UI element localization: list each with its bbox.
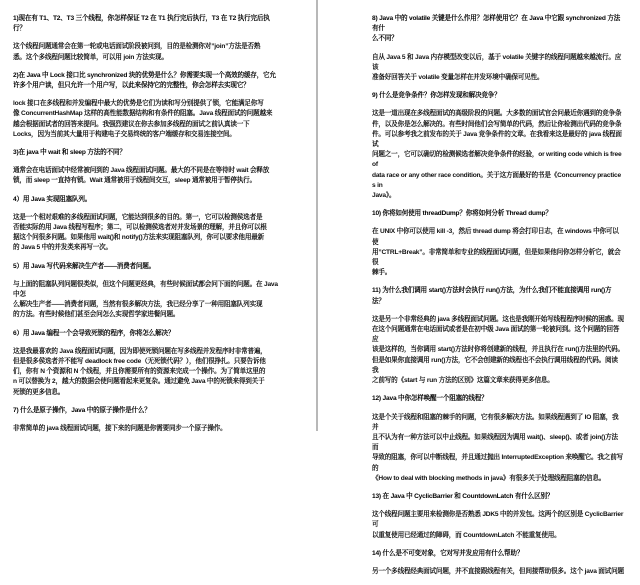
text-line: 棘手。 <box>372 269 392 277</box>
question-paragraph <box>372 91 624 101</box>
text-line: 且不认为有一种方法可以中止线程。如果线程因为调用 wait()、sleep()、或者 join()方法而 <box>372 433 618 452</box>
text-line: 这个线程问题主要用来检测你是否熟悉 JDK5 中的并发包。这两个的区别是 CyclicBarrier 可 <box>372 511 624 529</box>
text-line: 4）用 Java 实现阻塞队列。 <box>13 195 92 203</box>
text-line: 这是我最喜欢的 Java 线程面试问题，因为即使死锁问题在写多线程并发程序时非常普遍， <box>13 347 267 355</box>
text-line: 非常简单的 java 线程面试问题，接下来的问题是你需要同步一个原子操作。 <box>13 425 227 433</box>
page-divider <box>316 0 318 431</box>
answer-paragraph <box>13 42 281 62</box>
text-line: 3)在 java 中 wait 和 sleep 方法的不同？ <box>13 149 126 157</box>
text-line: 12) Java 中你怎样唤醒一个阻塞的线程？ <box>372 395 488 403</box>
text-line: 在 UNIX 中你可以使用 kill -3，然后 thread dump 将会打印日志，在 windows 中你可以使 <box>372 228 619 246</box>
page-content <box>13 14 281 442</box>
document-page-right <box>320 0 640 575</box>
text-line: 导致的阻塞，你可以中断线程，并且通过抛出 InterruptedException 来唤醒它。我之前写的 <box>372 454 623 472</box>
text-line: 问题之一，它可以确切的检测候选者解决竞争条件的经验，or writing code which is free of <box>372 151 622 169</box>
text-line: 锁，而 sleep 一直持有锁。Wait 通常被用于线程间交互，sleep 通常被用于暂停执行。 <box>13 177 256 185</box>
text-line: 《How to deal with blocking methods in java》有很多关于处理线程阻塞的信息。 <box>372 474 606 482</box>
text-line: 9) 什么是竞争条件？你怎样发现和解决竞争？ <box>372 92 501 100</box>
text-line: 用”CTRL+Break”。非常简单和专业的线程面试问题，但是如果他问你怎样分析它，就会很 <box>372 248 621 267</box>
text-line: data race or any other race condition。关于这方面最好的书是《Concurrency practices in <box>372 171 621 189</box>
text-line: 6）用 Java 编程一个会导致死锁的程序，你将怎么解决？ <box>13 329 175 337</box>
question-paragraph <box>372 492 624 502</box>
question-paragraph <box>13 262 281 272</box>
text-line: 以重复使用已经通过的障碍，而 CountdownLatch 不能重复使用。 <box>372 531 561 539</box>
text-line: 该是这样的，当你调用 start()方法时你将创建新的线程，并且执行在 run()方法里的代码。 <box>372 346 624 354</box>
text-line: 2)在 Java 中 Lock 接口比 synchronized 块的优势是什么？你需要实现一个高效的缓存，它允 <box>13 71 276 79</box>
text-line: 14) 什么是不可变对象，它对写并发应用有什么帮助？ <box>372 549 524 557</box>
text-line: 们，你有 N 个资源和 N 个线程，并且你需要所有的资源来完成一个操作。为了简单这里的 <box>13 368 266 376</box>
text-line: 行？ <box>13 25 26 33</box>
text-line: 这是一个相对艰难的多线程面试问题，它能达到很多的目的。第一，它可以检测侯选者是 <box>13 213 263 221</box>
text-line: 么不同？ <box>372 35 398 43</box>
text-line: 许多个用户读，但只允许一个用户写，以此来保持它的完整性，你会怎样去实现它？ <box>13 82 250 90</box>
text-line: 准备好回答关于 volatile 变量怎样在并发环境中确保可见性。 <box>372 74 544 82</box>
text-line: 的方法。有些时候他们甚至会问怎么实现哲学家进餐问题。 <box>13 311 180 319</box>
answer-paragraph <box>13 424 281 434</box>
question-paragraph <box>13 329 281 339</box>
answer-paragraph <box>372 53 624 84</box>
question-paragraph <box>372 549 624 559</box>
question-paragraph <box>372 394 624 404</box>
answer-paragraph <box>13 347 281 398</box>
answer-paragraph <box>13 280 281 321</box>
text-line: 在这个问题通常在电话面试或者是在初中级 Java 面试的第一轮被问到。这个问题的回答应 <box>372 326 620 344</box>
question-paragraph <box>13 195 281 205</box>
text-line: 死锁的更多信息。 <box>13 388 65 396</box>
question-paragraph <box>13 148 281 158</box>
text-line: 据这个问很多问题。如果他用 wait()和 notify()方法来实现阻塞队列，你可以要求他用最新 <box>13 234 265 242</box>
text-line: 这是个关于线程和阻塞的棘手的问题，它有很多解决方法。如果线程遇到了 IO 阻塞，我并 <box>372 413 619 431</box>
text-line: 悉。这个多线程问题比较简单，可以用 join 方法实现。 <box>13 53 168 61</box>
question-paragraph <box>13 14 281 34</box>
text-line: 越会根据面试者的回答来提问。我强烈建议在你去参加多线程的面试之前认真读一下 <box>13 120 250 128</box>
text-line: 13) 在 Java 中 CyclicBarrier 和 CountdownLatch 有什么区别？ <box>372 492 554 500</box>
text-line: 通常会在电话面试中经常被问到的 Java 线程面试问题。最大的不同是在等待时 wait 会释放 <box>13 167 270 175</box>
question-paragraph <box>13 71 281 91</box>
text-line: 的 Java 5 中的并发类来再写一次。 <box>13 244 112 252</box>
answer-paragraph <box>13 213 281 254</box>
text-line: 自从 Java 5 和 Java 内存模型改变以后，基于 volatile 关键字的线程问题越来越流行。应该 <box>372 53 622 71</box>
text-line: 与上面的阻塞队列问题很类似，但这个问题更经典，有些时候面试都会问下面的问题。在 Java 中怎 <box>13 280 278 299</box>
question-paragraph <box>13 406 281 416</box>
answer-paragraph <box>372 315 624 386</box>
text-line: 7) 什么是原子操作，Java 中的原子操作是什么？ <box>13 406 151 414</box>
text-line: 这个线程问题通常会在第一轮或电话面试阶段被问到，目的是检测你对”join”方法是否熟 <box>13 43 261 51</box>
text-line: 么解决生产者——消费者问题，当然有很多解决方法，我已经分享了一种用阻塞队列实现 <box>13 301 263 309</box>
answer-paragraph <box>13 99 281 140</box>
text-line: 但是很多侯选者并不能写 deadlock free code（无死锁代码？），他们很挣扎。只要告诉他 <box>13 358 266 366</box>
question-paragraph <box>372 209 624 219</box>
answer-paragraph <box>372 413 624 484</box>
text-line: 1)现在有 T1、T2、T3 三个线程，你怎样保证 T2 在 T1 执行完后执行，T3 在 T2 执行完后执 <box>13 15 270 22</box>
text-line: n 可以替换为 2，越大的数据会使问题看起来更复杂。通过避免 Java 中的死锁来得到关于 <box>13 378 265 386</box>
text-line: 否能实际的用 Java 线程写程序；第二，可以检测侯选者对并发场景的理解，并且你可以根 <box>13 224 267 232</box>
answer-paragraph <box>13 166 281 186</box>
text-line: lock 接口在多线程和并发编程中最大的优势是它们为读和写分别提供了锁，它能满足你写 <box>13 100 264 108</box>
answer-paragraph <box>372 510 624 541</box>
question-paragraph <box>372 286 624 306</box>
text-line: 11) 为什么我们调用 start()方法时会执行 run()方法，为什么我们不能直接调用 run()方法？ <box>372 287 612 305</box>
answer-paragraph <box>372 567 624 577</box>
text-line: 5）用 Java 写代码来解决生产者——消费者问题。 <box>13 262 156 270</box>
answer-paragraph <box>372 227 624 278</box>
text-line: 件。可以参考我之前发布的关于 Java 竞争条件的文章。在我看来这是最好的 java 线程面试 <box>372 130 622 149</box>
text-line: 像 ConcurrentHashMap 这样的高性能数据结构和有条件的阻塞。Java 线程面试的问题越来 <box>13 110 273 118</box>
text-line: 之前写的《start 与 run 方法的区别》这篇文章来获得更多信息。 <box>372 377 554 385</box>
text-line: 另一个多线程经典面试问题，并不直接跟线程有关，但间接帮助很多。这个 java 面试问题 <box>372 567 624 575</box>
answer-paragraph <box>372 109 624 201</box>
text-line: 这是另一个非常经典的 java 多线程面试问题。这也是我刚开始写线程程序时候的困惑。现 <box>372 315 624 323</box>
text-line: 件，以及你是怎么解决的。有些时间他们会写简单的代码，然后让你检测出代码的竞争条 <box>372 120 622 128</box>
text-line: 10) 你将如何使用 threadDump？你将如何分析 Thread dump？ <box>372 210 552 218</box>
question-paragraph <box>372 14 624 45</box>
text-line: Locks，因为当前其大量用于构建电子交易终统的客户端缓存和交易连接空间。 <box>13 130 236 138</box>
text-line: 但是如果你直接调用 run()方法，它不会创建新的线程也不会执行调用线程的代码。阅读我 <box>372 356 618 374</box>
text-line: 8) Java 中的 volatile 关键是什么作用？怎样使用它？在 Java 中它跟 synchronized 方法有什 <box>372 15 621 33</box>
text-line: Java》。 <box>372 192 396 200</box>
document-page-left <box>0 0 316 431</box>
page-content <box>372 14 624 585</box>
text-line: 这是一道出现在多线程面试的高级阶段的问题。大多数的面试官会问最近你遇到的竞争条 <box>372 110 622 118</box>
